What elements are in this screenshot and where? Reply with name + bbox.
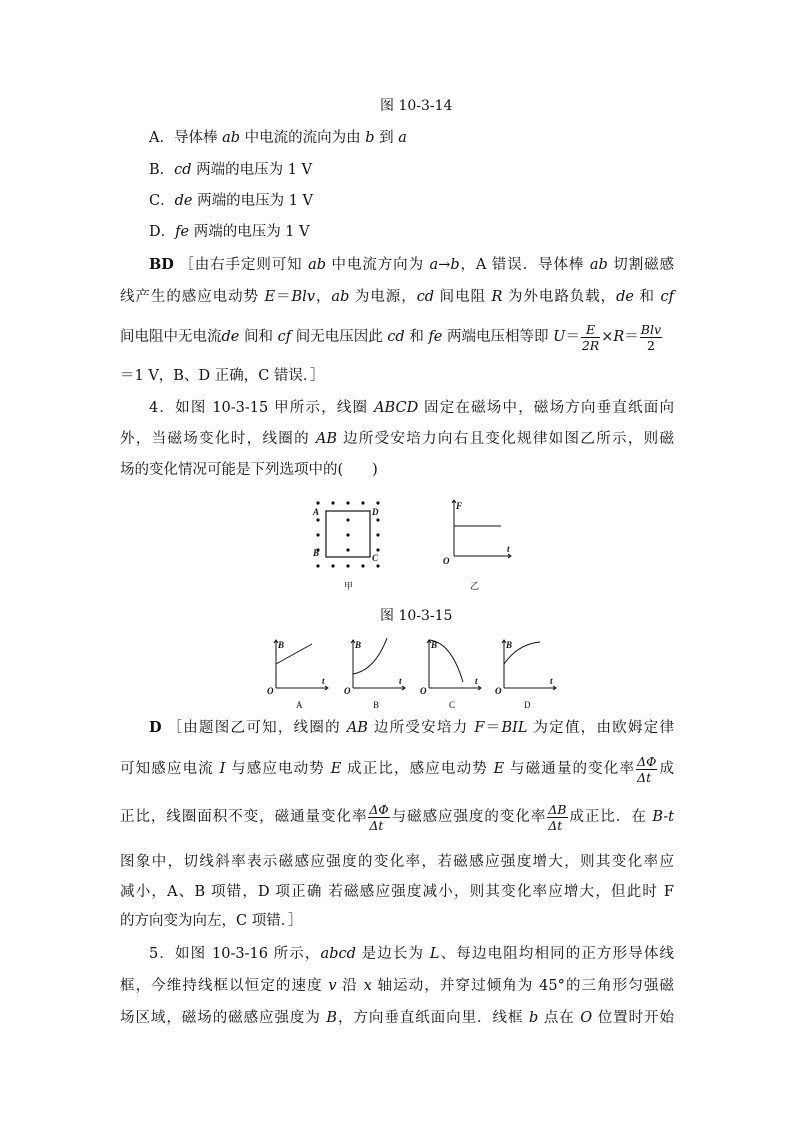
fraction-e-over-2r: $\frac{E}{2R}$: [581, 321, 600, 353]
q5-text-line-1: 5．如图 10-3-16 所示，abcd 是边长为 L、每边电阻均相同的正方形导体线: [149, 946, 675, 962]
fraction-blv-over-2: $\frac{\text{Blv}}{2}$: [640, 321, 662, 353]
q3-answer-line-4: ＝1 V，B、D 正确，C 错误．］: [120, 368, 325, 384]
option-graph-origin-label: O: [420, 686, 427, 696]
figure-yi-f-t-graph: [437, 494, 517, 594]
q3-answer-line-3: 间电阻中无电流de 间和 cf 间无电压因此 cd 和 fe 两端电压相等即 U＝ $\frac{E}{2R}$ ×R＝ $\frac{\text{Blv}}{2}$: [120, 321, 662, 353]
option-graph-label-a: A: [296, 700, 303, 710]
option-graph-axis-label-b: B: [506, 640, 513, 650]
option-graph-axis-label-b: B: [355, 640, 362, 650]
fraction-dphi-over-dt: $\frac{\Delta\Phi}{\Delta t}$: [637, 753, 657, 785]
option-graph-axis-label-t: t: [550, 676, 553, 686]
q4-answer-line-6: 的方向变为向左，C 项错．］: [120, 913, 303, 929]
q4-text-line-1: 4．如图 10-3-15 甲所示，线圈 ABCD 固定在磁场中，磁场方向垂直纸面向: [149, 400, 675, 416]
option-graph-axis-label-t: t: [399, 676, 402, 686]
q4-text-line-2: 外，当磁场变化时，线圈的 AB 边所受安培力向右且变化规律如图乙所示，则磁: [120, 431, 675, 447]
origin-label: O: [443, 556, 450, 566]
option-graphs-svg: [262, 636, 562, 712]
option-graph-origin-label: O: [267, 686, 274, 696]
option-graph-label-c: C: [449, 700, 456, 710]
q4-answer-line-4: 图象中，切线斜率表示磁感应强度的变化率，若磁感应强度增大，则其变化率应: [120, 854, 674, 870]
figure-jia-coil-in-field: [305, 494, 385, 594]
q4-answer-line-1: D ［由题图乙可知，线圈的 AB 边所受安培力 F＝BIL 为定值，由欧姆定律: [149, 719, 675, 736]
figure-caption-10-3-14: 图 10-3-14: [380, 98, 453, 114]
caption-jia: 甲: [344, 581, 354, 591]
option-d: D．fe 两端的电压为 1 V: [149, 224, 310, 240]
option-graph-axis-label-b: B: [431, 640, 438, 650]
fraction-db-over-dt: $\frac{\Delta B}{\Delta t}$: [548, 801, 567, 833]
q3-answer-line-1: BD ［由右手定则可知 ab 中电流方向为 a→b，A 错误．导体棒 ab 切割磁感: [149, 256, 675, 273]
q4-answer-line-2: 可知感应电流 I 与感应电动势 E 成正比，感应电动势 E 与磁通量的变化率 $\frac{\Delta\Phi}{\Delta t}$ 成: [120, 753, 675, 785]
q4-answer-line-5: 减小，A、B 项错，D 项正确 若磁感应强度减小，则其变化率应增大，但此时 F: [120, 884, 674, 900]
option-graphs: [262, 636, 562, 712]
label-coil-a: A: [313, 507, 320, 517]
option-graph-axis-label-t: t: [322, 676, 325, 686]
q4-answer-line-3: 正比，线圈面积不变，磁通量变化率 $\frac{\Delta\Phi}{\Delta t}$ 与磁感应强度的变化率 $\frac{\Delta B}{\Delta t}$ 成正比．在 B-t: [120, 801, 675, 833]
option-b: B．cd 两端的电压为 1 V: [149, 162, 313, 178]
fraction-dphi-over-dt-2: $\frac{\Delta\Phi}{\Delta t}$: [369, 801, 389, 833]
q4-text-line-3: 场的变化情况可能是下列选项中的( ): [120, 462, 378, 478]
q5-text-line-2: 框，今维持线框以恒定的速度 v 沿 x 轴运动，并穿过倾角为 45°的三角形匀强磁: [120, 978, 675, 994]
option-graph-axis-label-t: t: [475, 676, 478, 686]
axis-label-f: F: [456, 501, 463, 511]
axis-label-t: t: [507, 544, 510, 554]
option-graph-origin-label: O: [495, 686, 502, 696]
option-graph-label-b: B: [373, 700, 380, 710]
option-graph-label-d: D: [524, 700, 531, 710]
label-coil-d: D: [372, 507, 379, 517]
caption-yi: 乙: [470, 581, 480, 591]
q5-text-line-3: 场区域，磁场的磁感应强度为 B，方向垂直纸面向里．线框 b 点在 O 位置时开始: [120, 1010, 675, 1026]
option-c: C．de 两端的电压为 1 V: [149, 193, 314, 209]
q3-answer-line-2: 线产生的感应电动势 E＝Blv，ab 为电源，cd 间电阻 R 为外电路负载，de 和 cf: [120, 289, 675, 305]
label-coil-b: B: [313, 548, 320, 558]
option-graph-axis-label-b: B: [278, 640, 285, 650]
option-graph-origin-label: O: [344, 686, 351, 696]
figure-caption-10-3-15: 图 10-3-15: [380, 608, 453, 624]
label-coil-c: C: [372, 553, 379, 563]
option-a: A．导体棒 ab 中电流的流向为由 b 到 a: [149, 130, 407, 146]
